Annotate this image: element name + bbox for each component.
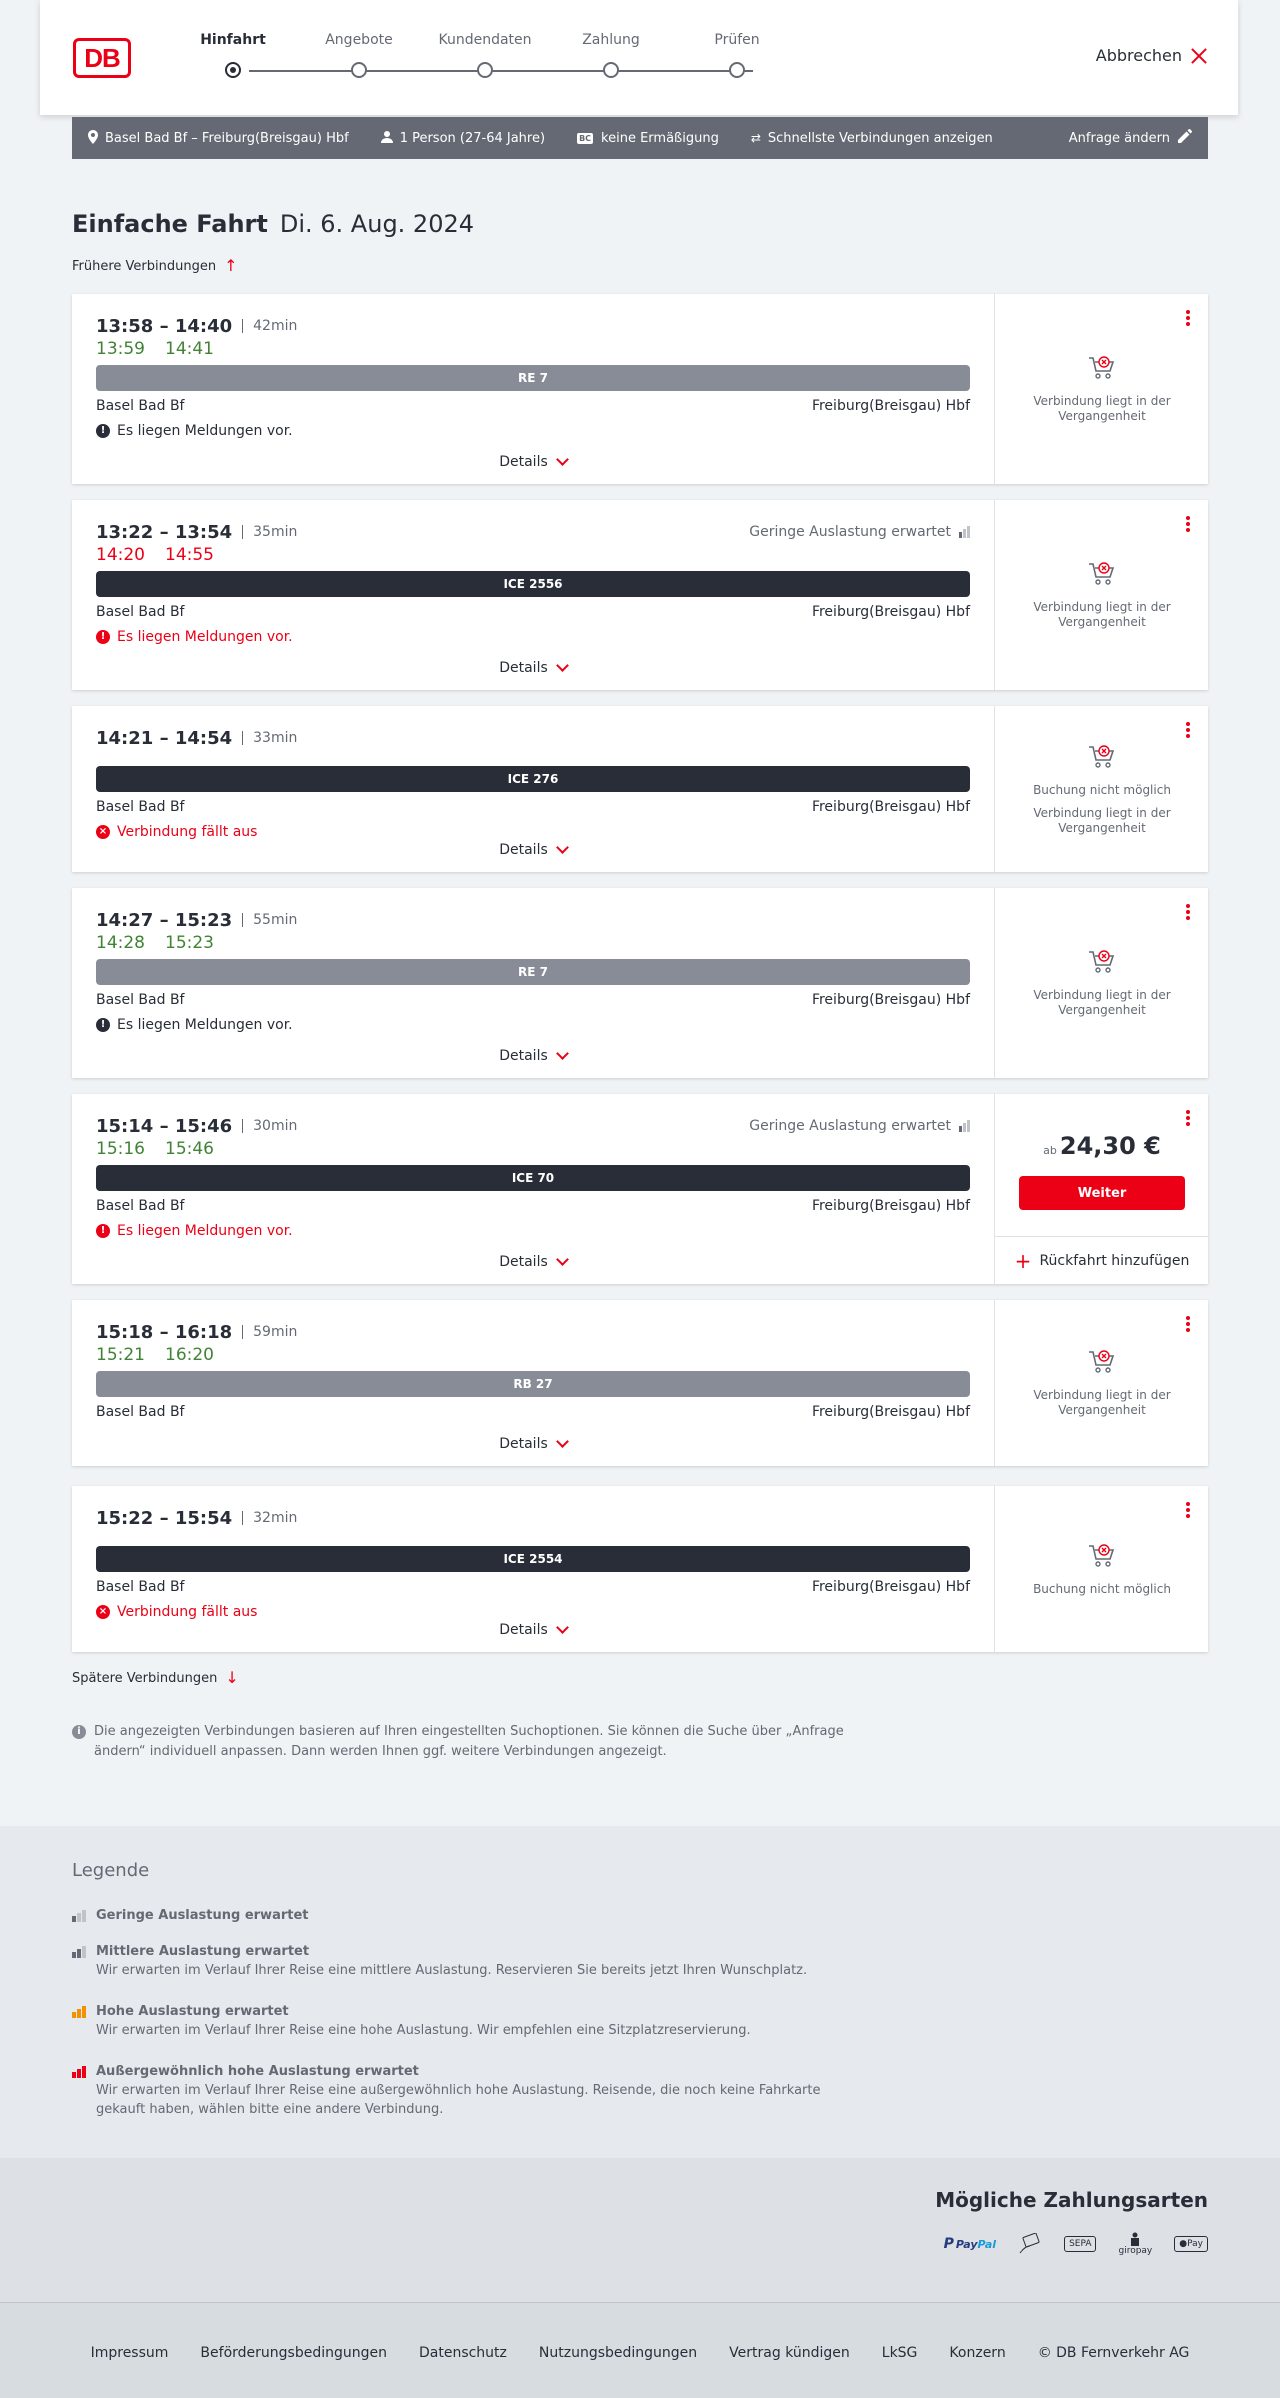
realtime-row xyxy=(96,1139,970,1161)
trip-type: Einfache Fahrt xyxy=(72,210,268,238)
high-capacity-icon xyxy=(72,2006,88,2018)
step-label: Zahlung xyxy=(582,32,640,48)
legend-item-extreme xyxy=(72,2062,872,2119)
time-row xyxy=(96,910,970,930)
station-row xyxy=(96,799,970,817)
booking-panel xyxy=(994,1300,1208,1466)
time-row xyxy=(96,522,970,542)
connection-past: Verbindung liegt in der Vergangenheit xyxy=(1033,806,1171,835)
more-options-icon[interactable] xyxy=(1186,722,1190,738)
details-label: Details xyxy=(499,660,548,676)
step-pruefen xyxy=(674,30,800,52)
connection-card[interactable] xyxy=(72,1486,1208,1652)
origin-station: Basel Bad Bf xyxy=(96,604,185,620)
info-text: Die angezeigten Verbindungen basieren auf Ihren eingestellten Suchoptionen. Sie können die Suche über „Anfrage ändern“ individuell anpassen. Dann werden Ihnen ggf. weitere Verbindungen angezeigt. xyxy=(94,1724,844,1759)
cancel-label: Abbrechen xyxy=(1095,46,1182,65)
capacity-info xyxy=(749,1118,970,1134)
details-toggle[interactable] xyxy=(72,1436,994,1452)
arrow-up-icon: ↑ xyxy=(224,256,238,275)
footer-link-datenschutz[interactable]: Datenschutz xyxy=(418,2345,507,2361)
realtime-arrival: 15:46 xyxy=(165,1139,214,1159)
message-row xyxy=(96,627,970,647)
more-options-icon[interactable] xyxy=(1186,1316,1190,1332)
booking-not-possible: Buchung nicht möglich xyxy=(1033,1582,1171,1596)
chevron-down-icon xyxy=(556,1435,569,1448)
more-options-icon[interactable] xyxy=(1186,904,1190,920)
footer-link-kuendigen[interactable]: Vertrag kündigen xyxy=(729,2345,850,2361)
train-bar[interactable]: RE 7 xyxy=(96,365,970,391)
footer-link-impressum[interactable]: Impressum xyxy=(90,2345,169,2361)
duration: 32min xyxy=(253,1510,298,1526)
booking-panel xyxy=(994,888,1208,1078)
page-title xyxy=(72,210,474,238)
connection-past: Verbindung liegt in der Vergangenheit xyxy=(1033,394,1171,423)
planned-time: 15:18 – 16:18 xyxy=(96,1321,233,1343)
cancel-button[interactable] xyxy=(1096,46,1208,65)
payment-methods xyxy=(0,2158,1280,2302)
legend-item-title: Geringe Auslastung erwartet xyxy=(96,1908,309,1923)
realtime-departure: 13:59 xyxy=(96,339,145,359)
details-label: Details xyxy=(499,1622,548,1638)
booking-status xyxy=(995,1542,1209,1605)
connection-card[interactable] xyxy=(72,1300,1208,1466)
trip-date: Di. 6. Aug. 2024 xyxy=(279,210,475,238)
add-return-button[interactable] xyxy=(995,1236,1209,1284)
origin-station: Basel Bad Bf xyxy=(96,992,185,1008)
destination-station: Freiburg(Breisgau) Hbf xyxy=(811,604,970,620)
message-text: Es liegen Meldungen vor. xyxy=(117,423,293,439)
realtime-row xyxy=(96,1345,970,1367)
details-toggle[interactable] xyxy=(72,454,994,470)
divider xyxy=(242,319,243,333)
station-row xyxy=(96,398,970,416)
modify-label: Anfrage ändern xyxy=(1068,130,1170,146)
legend-section xyxy=(0,1826,1280,2158)
option-summary xyxy=(751,131,993,146)
passenger-text: 1 Person (27-64 Jahre) xyxy=(399,130,546,146)
warning-icon: ! xyxy=(96,1224,110,1238)
low-capacity-icon xyxy=(72,1910,88,1922)
discount-text: keine Ermäßigung xyxy=(601,130,719,146)
connection-card[interactable] xyxy=(72,888,1208,1078)
realtime-row xyxy=(96,933,970,955)
route-summary xyxy=(88,130,349,147)
step-hinfahrt xyxy=(170,30,296,52)
footer-link-befoerderung[interactable]: Beförderungsbedingungen xyxy=(200,2345,387,2361)
station-row xyxy=(96,604,970,622)
realtime-departure: 14:20 xyxy=(96,545,145,565)
cancelled-icon: × xyxy=(96,1605,110,1619)
legend-item-text: Wir erwarten im Verlauf Ihrer Reise eine hohe Auslastung. Wir empfehlen eine Sitzplatzreservierung. xyxy=(96,2023,751,2038)
realtime-arrival: 16:20 xyxy=(165,1345,214,1365)
spacer xyxy=(96,748,970,762)
giropay-icon xyxy=(1118,2232,1152,2256)
step-dot xyxy=(477,62,493,78)
step-label: Kundendaten xyxy=(438,32,532,48)
step-dot xyxy=(603,62,619,78)
step-dot xyxy=(351,62,367,78)
sepa-icon: SEPA xyxy=(1064,2236,1096,2252)
step-angebote xyxy=(296,30,422,52)
origin-station: Basel Bad Bf xyxy=(96,1198,185,1214)
connection-past: Verbindung liegt in der Vergangenheit xyxy=(1033,1388,1171,1417)
pencil-icon xyxy=(1178,129,1192,147)
message-text: Es liegen Meldungen vor. xyxy=(117,1223,293,1239)
spacer xyxy=(96,1528,970,1542)
realtime-arrival: 14:55 xyxy=(165,545,214,565)
details-toggle[interactable] xyxy=(72,1048,994,1064)
legend-item-text: Wir erwarten im Verlauf Ihrer Reise eine mittlere Auslastung. Reservieren Sie bereits jetzt Ihren Wunschplatz. xyxy=(96,1963,808,1978)
capacity-info xyxy=(749,524,970,540)
step-kundendaten xyxy=(422,30,548,52)
apple-pay-icon xyxy=(1174,2236,1208,2252)
discount-summary xyxy=(577,131,719,146)
time-row xyxy=(96,1322,970,1342)
capacity-text: Geringe Auslastung erwartet xyxy=(749,524,951,540)
cart-unavailable-icon xyxy=(1087,1348,1117,1376)
connection-card[interactable] xyxy=(72,294,1208,484)
plus-icon: + xyxy=(1014,1248,1032,1273)
details-label: Details xyxy=(499,1436,548,1452)
earlier-label: Frühere Verbindungen xyxy=(72,258,217,274)
message-row xyxy=(96,1221,970,1241)
continue-button[interactable]: Weiter xyxy=(1019,1176,1185,1210)
message-row xyxy=(96,1015,970,1035)
details-toggle[interactable] xyxy=(72,1622,994,1638)
duration: 55min xyxy=(253,912,298,928)
duration: 42min xyxy=(253,318,298,334)
planned-time: 13:22 – 13:54 xyxy=(96,521,233,543)
chevron-down-icon xyxy=(556,453,569,466)
legend-item-high xyxy=(72,2002,872,2040)
footer-links xyxy=(0,2345,1280,2361)
cancelled-icon: × xyxy=(96,825,110,839)
divider xyxy=(242,525,243,539)
more-options-icon[interactable] xyxy=(1186,310,1190,326)
chevron-down-icon xyxy=(556,1253,569,1266)
train-bar[interactable]: RB 27 xyxy=(96,1371,970,1397)
divider xyxy=(242,1511,243,1525)
destination-station: Freiburg(Breisgau) Hbf xyxy=(811,1198,970,1214)
divider xyxy=(242,1119,243,1133)
time-row xyxy=(96,1116,970,1136)
info-icon: i xyxy=(72,1725,86,1739)
stepper-line xyxy=(249,70,753,72)
cart-unavailable-icon xyxy=(1087,948,1117,976)
planned-time: 15:14 – 15:46 xyxy=(96,1115,233,1137)
connection-card[interactable] xyxy=(72,1094,1208,1284)
location-pin-icon xyxy=(88,130,98,147)
destination-station: Freiburg(Breisgau) Hbf xyxy=(811,799,970,815)
paypal-text-b: Pal xyxy=(977,2237,997,2251)
close-icon xyxy=(1190,47,1208,65)
swap-arrows-icon: ⇄ xyxy=(750,131,761,145)
low-capacity-icon xyxy=(959,526,970,538)
connection-card[interactable] xyxy=(72,706,1208,872)
details-toggle[interactable] xyxy=(72,1254,994,1270)
payment-icons xyxy=(944,2232,1208,2256)
chevron-down-icon xyxy=(556,841,569,854)
realtime-departure: 15:21 xyxy=(96,1345,145,1365)
realtime-departure: 15:16 xyxy=(96,1139,145,1159)
connection-past: Verbindung liegt in der Vergangenheit xyxy=(1033,600,1171,629)
medium-capacity-icon xyxy=(72,1946,88,1958)
progress-stepper xyxy=(170,30,770,90)
booking-status xyxy=(995,743,1209,836)
step-label: Angebote xyxy=(325,32,393,48)
realtime-row xyxy=(96,545,970,567)
alert-icon: ! xyxy=(96,1018,110,1032)
realtime-row xyxy=(96,339,970,361)
chevron-down-icon xyxy=(556,1621,569,1634)
planned-time: 14:27 – 15:23 xyxy=(96,909,233,931)
passenger-summary xyxy=(381,131,545,146)
warning-icon: ! xyxy=(96,630,110,644)
booking-status xyxy=(995,560,1209,630)
price-value: 24,30 € xyxy=(1059,1132,1161,1160)
realtime-arrival: 15:23 xyxy=(165,933,214,953)
step-zahlung xyxy=(548,30,674,52)
destination-station: Freiburg(Breisgau) Hbf xyxy=(811,992,970,1008)
legend-item-text: Wir erwarten im Verlauf Ihrer Reise eine außergewöhnlich hohe Auslastung. Reisende, die noch keine Fahrkarte gekauft haben, wählen bitte eine andere Verbindung. xyxy=(96,2083,821,2117)
message-text: Verbindung fällt aus xyxy=(117,1604,258,1620)
capacity-text: Geringe Auslastung erwartet xyxy=(749,1118,951,1134)
legend-item-medium xyxy=(72,1942,872,1980)
planned-time: 15:22 – 15:54 xyxy=(96,1507,233,1529)
more-options-icon[interactable] xyxy=(1186,516,1190,532)
destination-station: Freiburg(Breisgau) Hbf xyxy=(811,398,970,414)
planned-time: 13:58 – 14:40 xyxy=(96,315,233,337)
train-bar[interactable]: RE 7 xyxy=(96,959,970,985)
legend-item-low xyxy=(72,1906,872,1925)
add-return-label: Rückfahrt hinzufügen xyxy=(1039,1252,1190,1269)
cart-unavailable-icon xyxy=(1087,743,1117,771)
paypal-icon: P Pay Pal xyxy=(943,2236,997,2252)
booking-status xyxy=(995,948,1209,1018)
details-label: Details xyxy=(499,1048,548,1064)
details-label: Details xyxy=(499,454,548,470)
info-note xyxy=(72,1722,852,1762)
arrow-down-icon: ↓ xyxy=(225,1668,239,1687)
booking-panel xyxy=(994,1486,1208,1652)
legend-item-title: Außergewöhnlich hohe Auslastung erwartet xyxy=(96,2064,419,2079)
planned-time: 14:21 – 14:54 xyxy=(96,727,233,749)
message-row xyxy=(96,1602,970,1622)
divider xyxy=(242,913,243,927)
booking-panel xyxy=(994,706,1208,872)
footer-link-konzern[interactable]: Konzern xyxy=(949,2345,1006,2361)
extreme-capacity-icon xyxy=(72,2066,88,2078)
card-hand-icon xyxy=(1018,2233,1042,2255)
message-text: Verbindung fällt aus xyxy=(117,824,258,840)
details-label: Details xyxy=(499,842,548,858)
cart-unavailable-icon xyxy=(1087,1542,1117,1570)
details-toggle[interactable] xyxy=(72,660,994,676)
more-options-icon[interactable] xyxy=(1186,1110,1190,1126)
message-row xyxy=(96,421,970,441)
time-row xyxy=(96,1508,970,1528)
page-footer xyxy=(0,2302,1280,2398)
station-row xyxy=(96,1404,970,1422)
footer-link-nutzung[interactable]: Nutzungsbedingungen xyxy=(538,2345,698,2361)
divider xyxy=(242,1325,243,1339)
booking-panel xyxy=(994,1094,1208,1284)
origin-station: Basel Bad Bf xyxy=(96,1579,185,1595)
bahncard-icon: BC xyxy=(579,133,592,143)
duration: 33min xyxy=(253,730,298,746)
option-text: Schnellste Verbindungen anzeigen xyxy=(767,130,993,146)
route-text: Basel Bad Bf – Freiburg(Breisgau) Hbf xyxy=(105,130,349,146)
time-row xyxy=(96,316,970,336)
earlier-connections-link[interactable] xyxy=(72,258,238,274)
chevron-down-icon xyxy=(556,1047,569,1060)
chevron-down-icon xyxy=(556,659,569,672)
booking-not-possible: Buchung nicht möglich xyxy=(1033,783,1171,797)
legend-item-title: Hohe Auslastung erwartet xyxy=(96,2004,289,2019)
realtime-departure: 14:28 xyxy=(96,933,145,953)
price xyxy=(995,1132,1209,1160)
booking-panel xyxy=(994,294,1208,484)
later-label: Spätere Verbindungen xyxy=(72,1670,218,1686)
apple-icon: ● xyxy=(1179,2239,1188,2249)
db-logo[interactable]: DB xyxy=(73,38,131,78)
booking-panel xyxy=(994,500,1208,690)
duration: 30min xyxy=(253,1118,298,1134)
duration: 59min xyxy=(253,1324,298,1340)
cart-unavailable-icon xyxy=(1087,354,1117,382)
low-capacity-icon xyxy=(959,1120,970,1132)
modify-search-button[interactable] xyxy=(1069,129,1192,147)
paypal-text-a: Pay xyxy=(955,2237,978,2251)
connection-card[interactable] xyxy=(72,500,1208,690)
destination-station: Freiburg(Breisgau) Hbf xyxy=(811,1579,970,1595)
message-row xyxy=(96,822,970,842)
later-connections-link[interactable] xyxy=(72,1670,239,1686)
applepay-text: Pay xyxy=(1187,2239,1203,2249)
destination-station: Freiburg(Breisgau) Hbf xyxy=(811,1404,970,1420)
time-row xyxy=(96,728,970,748)
legend-item-title: Mittlere Auslastung erwartet xyxy=(96,1944,310,1959)
giropay-text: giropay xyxy=(1118,2246,1153,2256)
step-dot xyxy=(729,62,745,78)
train-bar[interactable]: ICE 2556 xyxy=(96,571,970,597)
origin-station: Basel Bad Bf xyxy=(96,799,185,815)
alert-icon: ! xyxy=(96,424,110,438)
footer-copyright: © DB Fernverkehr AG xyxy=(1037,2345,1190,2361)
duration: 35min xyxy=(253,524,298,540)
legend-title: Legende xyxy=(72,1860,150,1881)
origin-station: Basel Bad Bf xyxy=(96,398,185,414)
station-row xyxy=(96,992,970,1010)
step-dot xyxy=(225,62,241,78)
cart-unavailable-icon xyxy=(1087,560,1117,588)
footer-link-lksg[interactable]: LkSG xyxy=(881,2345,918,2361)
person-icon xyxy=(381,131,393,146)
origin-station: Basel Bad Bf xyxy=(96,1404,185,1420)
connection-past: Verbindung liegt in der Vergangenheit xyxy=(1033,988,1171,1017)
payments-title: Mögliche Zahlungsarten xyxy=(935,2188,1208,2212)
details-label: Details xyxy=(499,1254,548,1270)
train-bar[interactable]: ICE 70 xyxy=(96,1165,970,1191)
top-header xyxy=(40,0,1238,115)
step-label: Hinfahrt xyxy=(200,32,266,48)
booking-status xyxy=(995,354,1209,424)
details-toggle[interactable] xyxy=(72,842,994,858)
divider xyxy=(242,731,243,745)
search-summary-bar xyxy=(72,117,1208,159)
train-bar[interactable]: ICE 276 xyxy=(96,766,970,792)
station-row xyxy=(96,1579,970,1597)
message-text: Es liegen Meldungen vor. xyxy=(117,1017,293,1033)
booking-status xyxy=(995,1348,1209,1418)
more-options-icon[interactable] xyxy=(1186,1502,1190,1518)
price-prefix: ab xyxy=(1043,1144,1057,1157)
message-text: Es liegen Meldungen vor. xyxy=(117,629,293,645)
step-label: Prüfen xyxy=(714,32,760,48)
realtime-arrival: 14:41 xyxy=(165,339,214,359)
station-row xyxy=(96,1198,970,1216)
train-bar[interactable]: ICE 2554 xyxy=(96,1546,970,1572)
